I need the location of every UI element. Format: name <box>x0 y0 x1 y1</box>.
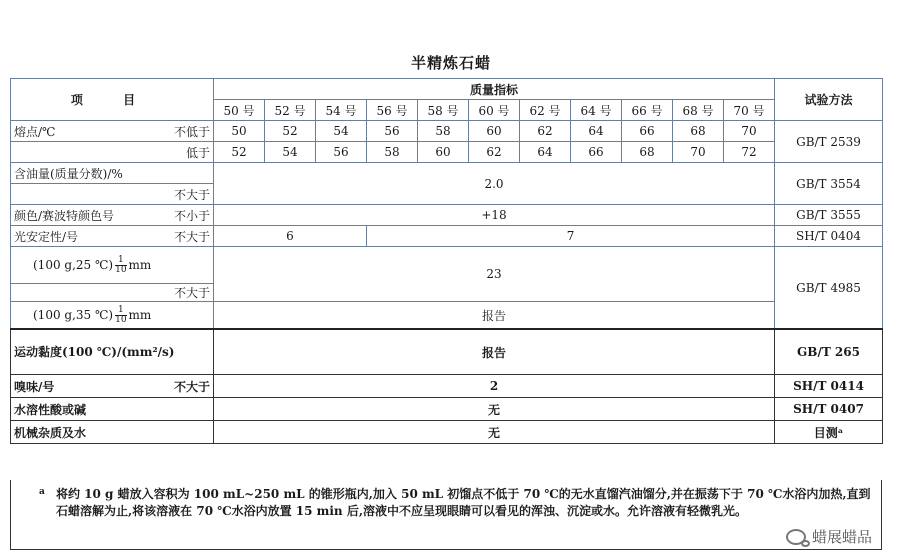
oil-row-1 <box>11 163 883 184</box>
light-label: 光安定性/号 <box>14 229 79 244</box>
watermark-text: 蜡展蜡品 <box>811 528 872 546</box>
melting-min-value: 52 <box>265 121 316 142</box>
needle-fraction-2: $\frac{1}{10}$ <box>115 304 127 325</box>
oil-value: 2.0 <box>214 163 775 205</box>
color-label: 颜色/赛波特颜色号 <box>14 208 115 223</box>
needle-row-1 <box>11 247 883 284</box>
needle-sub: 不大于 <box>11 284 214 302</box>
melting-max-value: 62 <box>469 142 520 163</box>
needle-unit-2: mm <box>128 307 152 322</box>
melting-row-1 <box>11 121 883 142</box>
light-sub: 不大于 <box>173 229 210 244</box>
melting-sub2: 低于 <box>11 142 214 163</box>
impurity-label: 机械杂质及水 <box>11 421 214 444</box>
melting-max-value: 72 <box>724 142 775 163</box>
melting-max-value: 54 <box>265 142 316 163</box>
acid-method: SH/T 0407 <box>775 398 883 421</box>
light-value-a: 6 <box>214 226 367 247</box>
needle-value-2: 报告 <box>214 302 775 330</box>
header-method: 试验方法 <box>775 79 883 121</box>
melting-min-value: 54 <box>316 121 367 142</box>
impurity-row <box>11 421 883 444</box>
oil-sub: 不大于 <box>11 184 214 205</box>
grade-header: 70 号 <box>724 100 775 121</box>
melting-max-value: 60 <box>418 142 469 163</box>
watermark <box>786 526 872 547</box>
melting-min-value: 60 <box>469 121 520 142</box>
melting-method: GB/T 2539 <box>775 121 883 163</box>
footnote-text: 将约 10 g 蜡放入容积为 100 mL~250 mL 的锥形瓶内,加入 50 mL 初馏点不低于 70 ℃的无水直馏汽油馏分,并在振荡下于 70 ℃水浴内加热,直到石蜡溶解为止,将该溶液在 70 ℃水浴内放置 15 min 后,溶液中不应呈现眼睛可以看见的浑浊、沉淀或水。允许溶液有轻微乳光。 <box>56 487 871 518</box>
melting-min-value: 58 <box>418 121 469 142</box>
grade-header: 62 号 <box>520 100 571 121</box>
melting-label: 熔点/℃ <box>14 124 56 139</box>
odor-label: 嗅味/号 <box>14 379 55 394</box>
melting-sub1: 不低于 <box>173 124 210 139</box>
melting-label-cell <box>11 121 214 142</box>
color-row <box>11 205 883 226</box>
header-quality: 质量指标 <box>214 79 775 100</box>
melting-max-value: 70 <box>673 142 724 163</box>
melting-max-value: 56 <box>316 142 367 163</box>
wechat-icon <box>786 529 806 545</box>
oil-method: GB/T 3554 <box>775 163 883 205</box>
acid-value: 无 <box>214 398 775 421</box>
footnote-mark: a <box>39 487 45 497</box>
grade-header: 58 号 <box>418 100 469 121</box>
impurity-value: 无 <box>214 421 775 444</box>
odor-label-cell <box>11 375 214 398</box>
melting-min-value: 50 <box>214 121 265 142</box>
acid-label: 水溶性酸或碱 <box>11 398 214 421</box>
viscosity-value: 报告 <box>214 329 775 375</box>
header-row-1 <box>11 79 883 100</box>
viscosity-label: 运动黏度(100 ℃)/(mm²/s) <box>11 329 214 375</box>
odor-sub: 不大于 <box>173 379 210 394</box>
page-title: 半精炼石蜡 <box>410 54 491 72</box>
color-sub: 不小于 <box>173 208 210 223</box>
grade-header: 50 号 <box>214 100 265 121</box>
melting-max-value: 58 <box>367 142 418 163</box>
melting-max-value: 52 <box>214 142 265 163</box>
grade-header: 68 号 <box>673 100 724 121</box>
melting-min-value: 56 <box>367 121 418 142</box>
grade-header: 66 号 <box>622 100 673 121</box>
needle-unit-1: mm <box>128 257 152 272</box>
footnote <box>10 480 882 550</box>
melting-row-2 <box>11 142 883 163</box>
impurity-method: 目测ᵃ <box>775 421 883 444</box>
odor-method: SH/T 0414 <box>775 375 883 398</box>
acid-row <box>11 398 883 421</box>
melting-min-value: 64 <box>571 121 622 142</box>
grade-header: 60 号 <box>469 100 520 121</box>
spec-table <box>10 78 883 444</box>
light-label-cell <box>11 226 214 247</box>
grade-header: 54 号 <box>316 100 367 121</box>
viscosity-row <box>11 329 883 375</box>
grade-header: 64 号 <box>571 100 622 121</box>
header-item: 项 目 <box>11 79 214 121</box>
needle-cond2: (100 g,35 ℃) <box>33 307 114 322</box>
viscosity-method: GB/T 265 <box>775 329 883 375</box>
needle-cond2-cell <box>11 302 214 330</box>
needle-fraction-1: $\frac{1}{10}$ <box>115 254 127 275</box>
melting-min-value: 68 <box>673 121 724 142</box>
needle-row-3 <box>11 302 883 330</box>
melting-max-value: 64 <box>520 142 571 163</box>
needle-value-1: 23 <box>214 247 775 302</box>
light-row <box>11 226 883 247</box>
oil-label: 含油量(质量分数)/% <box>11 163 214 184</box>
melting-max-value: 68 <box>622 142 673 163</box>
needle-cond1: (100 g,25 ℃) <box>33 257 114 272</box>
color-value: +18 <box>214 205 775 226</box>
color-label-cell <box>11 205 214 226</box>
melting-min-value: 70 <box>724 121 775 142</box>
light-method: SH/T 0404 <box>775 226 883 247</box>
color-method: GB/T 3555 <box>775 205 883 226</box>
odor-row <box>11 375 883 398</box>
needle-method: GB/T 4985 <box>775 247 883 330</box>
melting-min-value: 66 <box>622 121 673 142</box>
melting-min-value: 62 <box>520 121 571 142</box>
light-value-b: 7 <box>367 226 775 247</box>
odor-value: 2 <box>214 375 775 398</box>
melting-max-value: 66 <box>571 142 622 163</box>
grade-header: 56 号 <box>367 100 418 121</box>
needle-cond1-cell <box>11 247 214 284</box>
grade-header: 52 号 <box>265 100 316 121</box>
